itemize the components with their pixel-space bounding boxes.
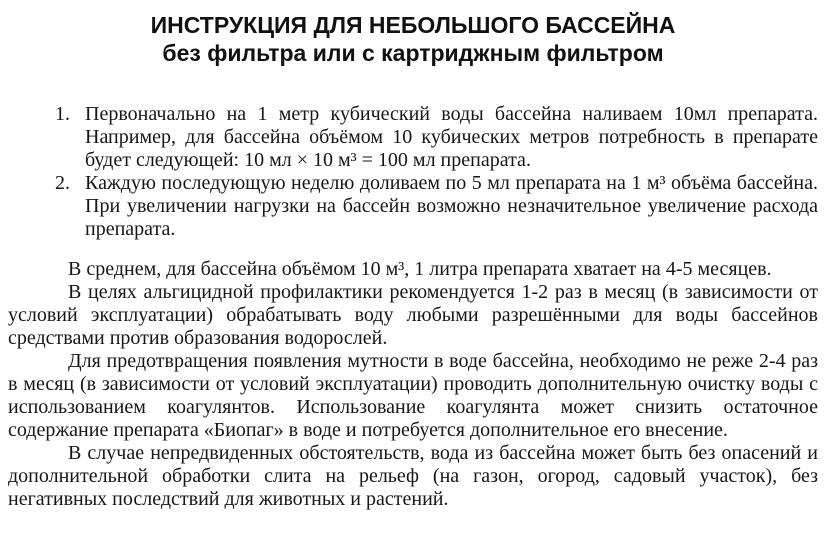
paragraph-algicide-prevention: В целях альгицидной профилактики рекомендуется 1-2 раз в месяц (в зависимости от условий эксплуатации) обрабатывать воду любыми разрешёнными для воды бассейнов средствами против образования водорослей. xyxy=(8,281,818,349)
paragraph-average-usage: В среднем, для бассейна объёмом 10 м³, 1 литра препарата хватает на 4-5 месяцев. xyxy=(68,258,772,280)
paragraph-turbidity-coagulants: Для предотвращения появления мутности в воде бассейна, необходимо не реже 2-4 раз в месяц (в зависимости от условий эксплуатации) проводить дополнительную очистку воды с использованием коагулянтов. Использование коагулянта может снизить остаточное содержание препарата «Биопаг» в воде и потребуется дополнительное его внесение. xyxy=(8,350,818,441)
document-title-line1: ИНСТРУКЦИЯ ДЛЯ НЕБОЛЬШОГО БАССЕЙНА xyxy=(150,12,676,38)
document-body xyxy=(8,103,818,511)
list-item-2 xyxy=(8,172,818,241)
list-item-1 xyxy=(8,103,818,172)
document-title xyxy=(0,11,826,67)
list-item-2-number: 2. xyxy=(55,172,70,194)
list-item-2-text: Каждую последующую неделю доливаем по 5 мл препарата на 1 м³ объёма бассейна. При увеличении нагрузки на бассейн возможно незначительное увеличение расхода препарата. xyxy=(85,172,818,240)
list-item-1-text: Первоначально на 1 метр кубический воды бассейна наливаем 10мл препарата. Например, для бассейна объёмом 10 кубических метров потребность в препарате будет следующей: 10 мл × 10 м³ = 100 мл препарата. xyxy=(85,103,818,171)
paragraph-water-disposal: В случае непредвиденных обстоятельств, вода из бассейна может быть без опасений и дополнительной обработки слита на рельеф (на газон, огород, садовый участок), без негативных последствий для животных и растений. xyxy=(8,442,818,510)
list-item-1-number: 1. xyxy=(55,103,70,125)
document-title-line2: без фильтра или с картриджным фильтром xyxy=(162,40,664,66)
numbered-list xyxy=(8,103,818,241)
paragraph-section xyxy=(8,258,818,511)
